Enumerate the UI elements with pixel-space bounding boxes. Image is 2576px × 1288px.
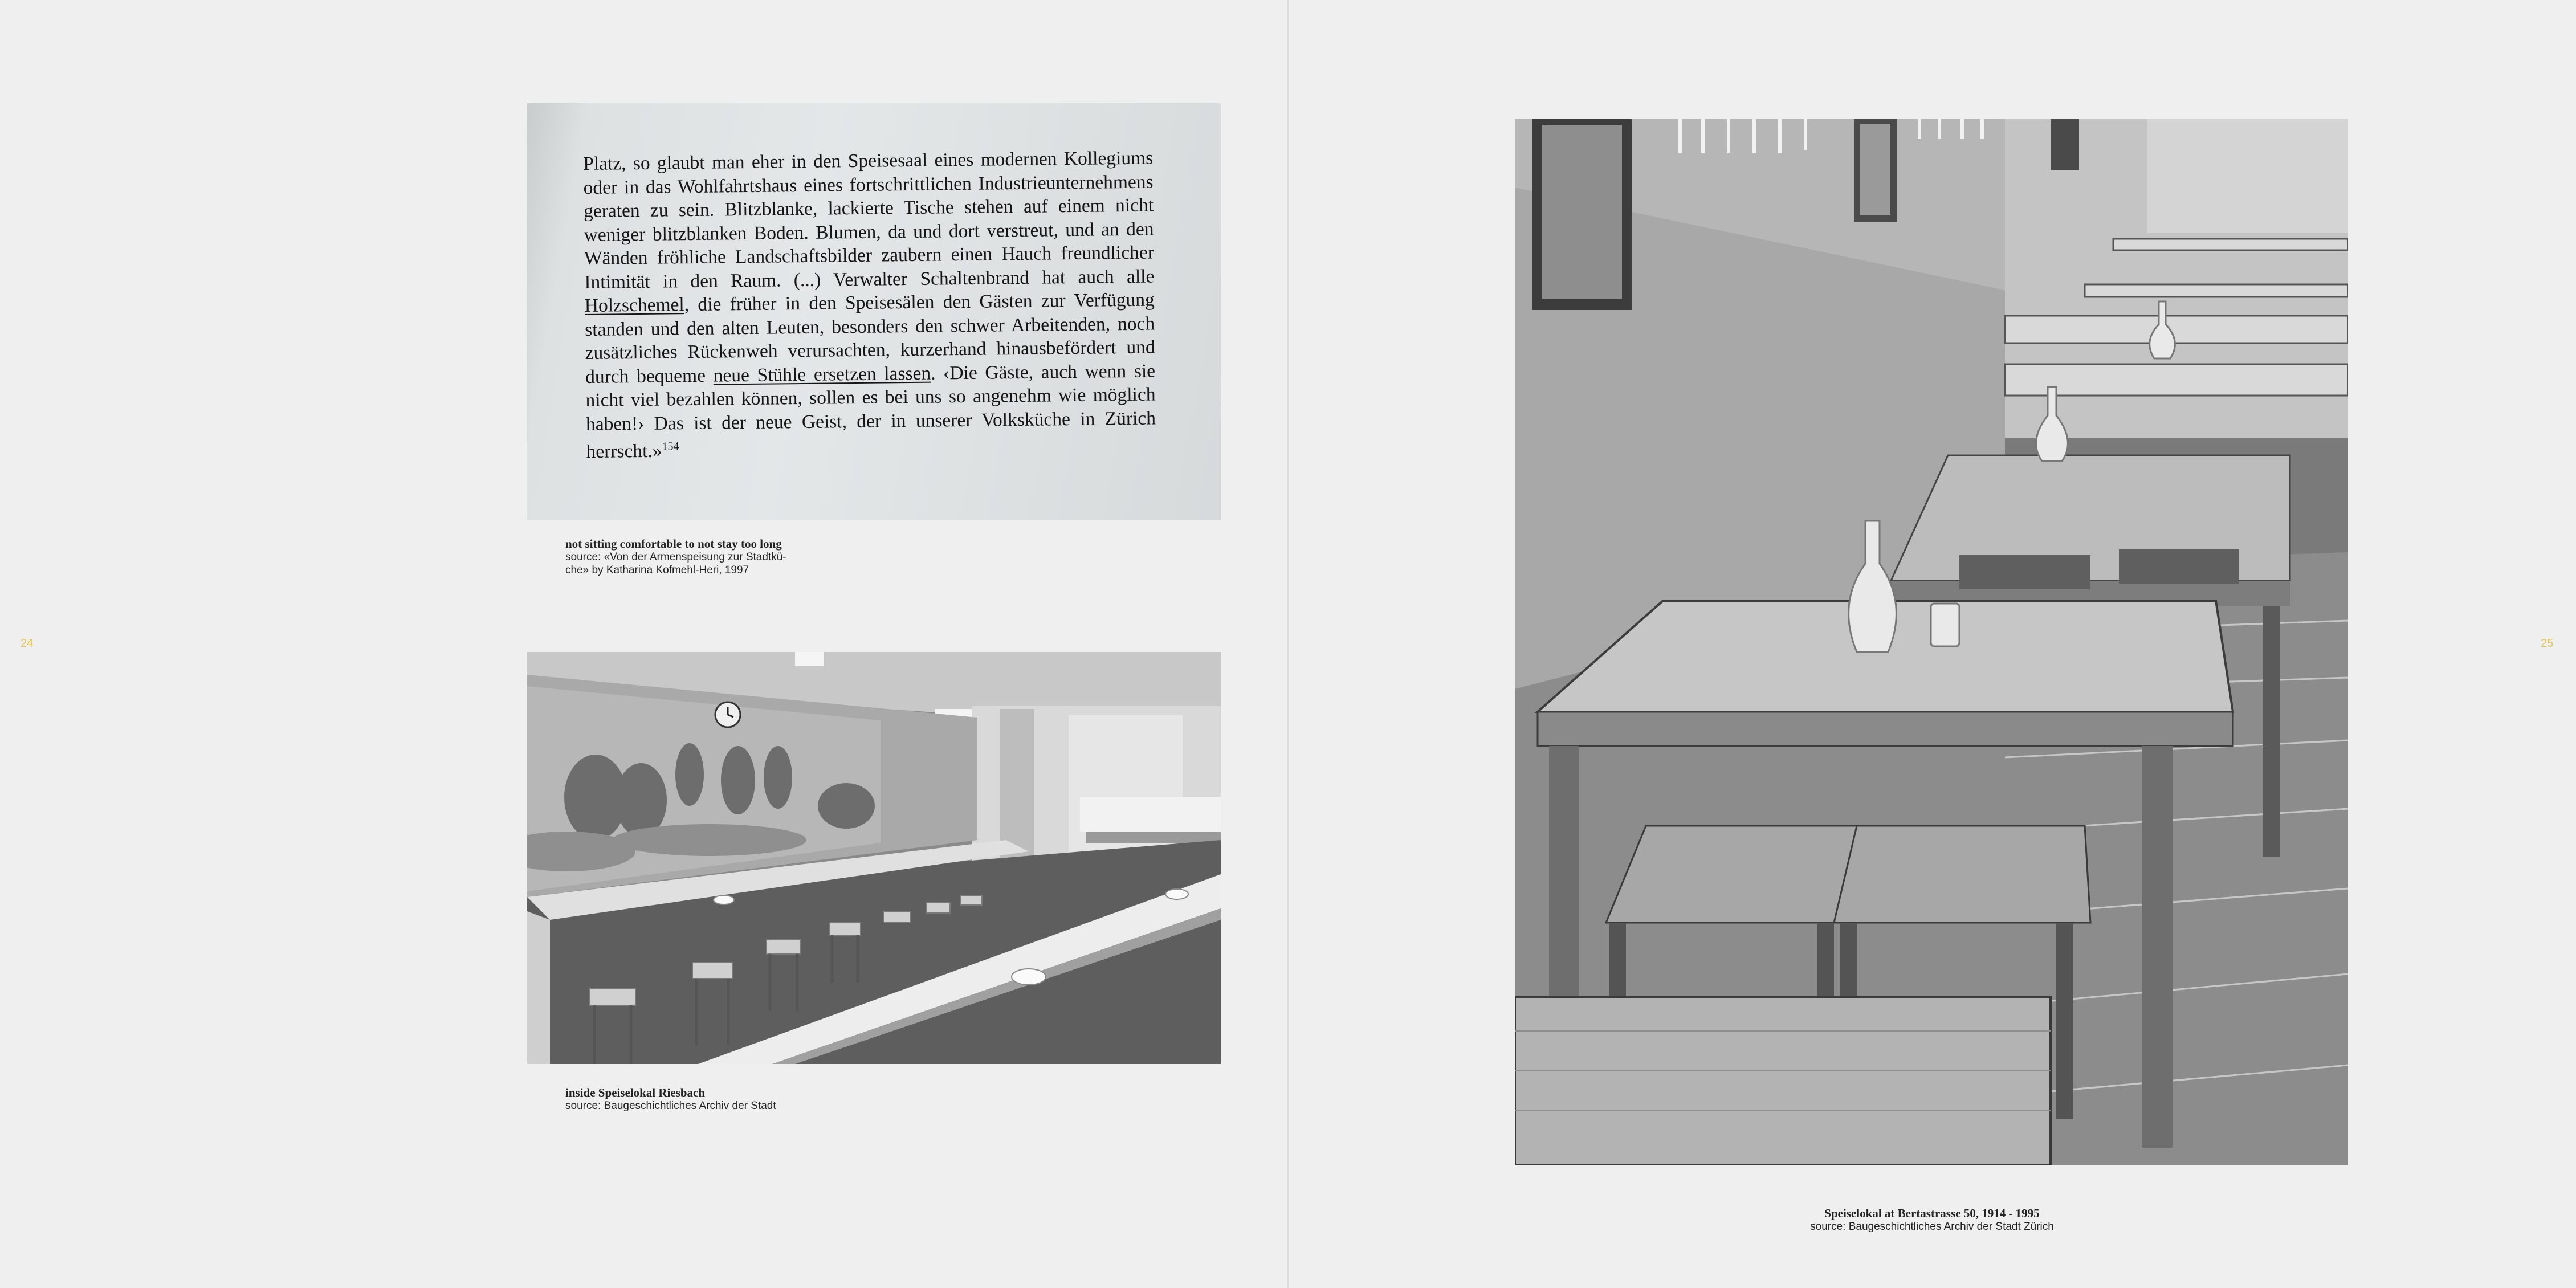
figure1-caption-title: not sitting comfortable to not stay too long <box>565 537 782 551</box>
page-number-left: 24 <box>21 637 34 650</box>
figure3-caption-source: source: Baugeschichtliches Archiv der Stadt Zürich <box>1810 1221 2054 1233</box>
scan-text-part-2: , die früher in den Speisesälen den Gästen zur Verfügung standen und den alten Leuten, besonders den schwer Arbeitenden, noch zusätzliches Rückenweh verursachten, kurzerhand hinausbefördert und durch bequeme <box>585 289 1155 388</box>
canteen-interior-photo <box>527 652 1221 1064</box>
figure2-caption-title: inside Speiselokal Riesbach <box>565 1086 706 1099</box>
scan-underline-1: Holzschemel <box>584 294 684 316</box>
figure1-caption <box>565 537 786 577</box>
figure1-caption-source-2: che» by Katharina Kofmehl-Heri, 1997 <box>565 564 749 576</box>
footnote-mark: 154 <box>662 440 679 453</box>
scanned-paragraph <box>583 146 1156 464</box>
tables-stools-photo <box>1515 119 2348 1165</box>
figure2-caption-source: source: Baugeschichtliches Archiv der Stadt <box>565 1100 776 1112</box>
scan-text-part-1: Platz, so glaubt man eher in den Speisesaal eines modernen Kollegiums oder in das Wohlfahrtshaus eines fortschrittlichen Industrieunternehmens geraten zu sein. Blitzblanke, lackierte Tische stehen auf einem nicht weniger blitzblanken Boden. Blumen, da und dort verstreut, und an den Wänden fröhliche Landschaftsbilder zaubern einen Hauch freundlicher Intimität in den Raum. (...) Verwalter Schaltenbrand hat auch alle <box>583 147 1155 293</box>
scan-underline-2: neue Stühle ersetzen lassen <box>713 362 931 386</box>
figure2-caption <box>565 1086 776 1112</box>
scan-text-part-3: . ‹Die Gäste, auch wenn sie nicht viel bezahlen können, sollen es bei uns so angenehm wie möglich haben!› Das ist der neue Geist, der in unserer Volksküche in Zürich herrscht.» <box>585 360 1156 463</box>
figure3-caption-title: Speiselokal at Bertastrasse 50, 1914 - 1995 <box>1824 1207 2040 1220</box>
figure3-caption <box>1784 1207 2080 1233</box>
page-number-right: 25 <box>2541 637 2554 650</box>
scanned-text-image <box>527 103 1221 520</box>
figure1-caption-source-1: source: «Von der Armenspeisung zur Stadtkü- <box>565 551 786 563</box>
page-gutter <box>1287 0 1289 1288</box>
